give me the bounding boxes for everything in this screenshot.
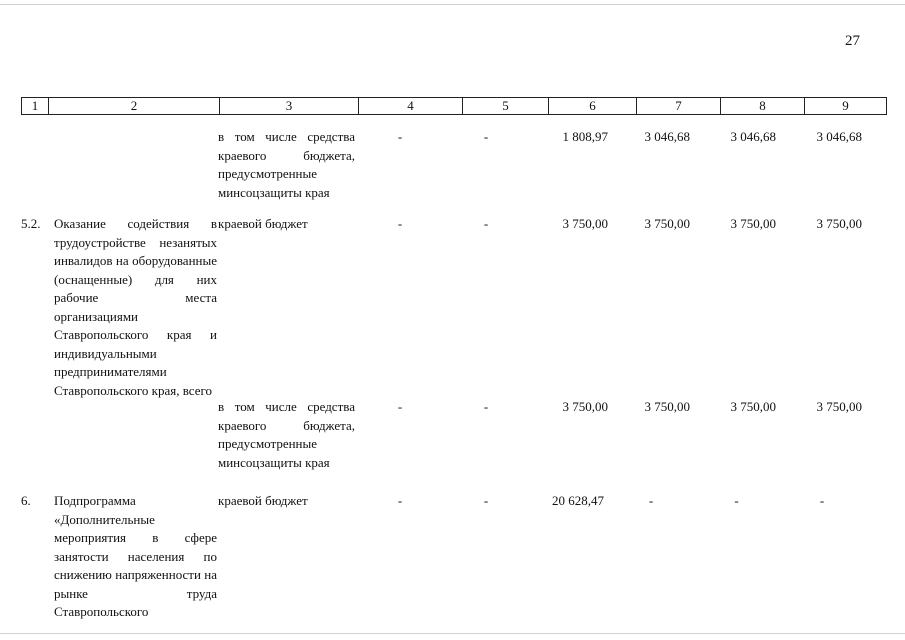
value-col-7: 3 750,00 — [644, 399, 690, 414]
value-col-4: - — [397, 129, 403, 144]
value-col-4: - — [397, 399, 403, 414]
funding-source: краевой бюджет — [218, 216, 308, 231]
page-number: 27 — [845, 33, 860, 49]
value-col-7: 3 046,68 — [644, 129, 690, 144]
value-col-7: 3 750,00 — [644, 216, 690, 231]
table-header-row — [21, 97, 887, 115]
value-col-8: 3 750,00 — [730, 216, 776, 231]
value-col-9: 3 750,00 — [816, 216, 862, 231]
value-col-4: - — [397, 493, 403, 508]
header-col-1: 1 — [22, 98, 49, 114]
row-name: Подпрограмма «Дополнительные мероприятия в сфере занятости населения по снижению напряженности на рынке труда Ставропольского — [54, 493, 217, 619]
header-col-8: 8 — [721, 98, 805, 114]
row-name: Оказание содействия в трудоустройстве незанятых инвалидов на оборудованные (оснащенные) для них рабочие места организациями Ставропольского края и индивидуальными предпринимателями Ставропольского края, всего — [54, 216, 217, 398]
value-col-6: 1 808,97 — [562, 129, 608, 144]
row-number: 6. — [21, 493, 31, 508]
header-col-7: 7 — [637, 98, 721, 114]
funding-source: краевой бюджет — [218, 493, 308, 508]
value-col-6: 3 750,00 — [562, 216, 608, 231]
value-col-6: 3 750,00 — [562, 399, 608, 414]
value-col-8: 3 046,68 — [730, 129, 776, 144]
scan-edge-bottom — [0, 633, 905, 634]
value-col-8: 3 750,00 — [730, 399, 776, 414]
value-col-9: 3 750,00 — [816, 399, 862, 414]
value-col-5: - — [483, 399, 489, 414]
value-col-5: - — [483, 129, 489, 144]
funding-source: в том числе средства краевого бюджета, предусмотренные минсоцзащиты края — [218, 129, 355, 200]
header-col-6: 6 — [549, 98, 637, 114]
row-number: 5.2. — [21, 216, 41, 231]
funding-source: в том числе средства краевого бюджета, предусмотренные минсоцзащиты края — [218, 399, 355, 470]
value-col-5: - — [483, 216, 489, 231]
scan-edge-top — [0, 4, 905, 5]
header-col-2: 2 — [49, 98, 220, 114]
value-col-9: 3 046,68 — [816, 129, 862, 144]
value-col-6: 20 628,47 — [552, 493, 604, 508]
value-col-7: - — [648, 493, 654, 508]
header-col-4: 4 — [359, 98, 463, 114]
value-col-9: - — [819, 493, 825, 508]
value-col-5: - — [483, 493, 489, 508]
value-col-8: - — [734, 493, 739, 508]
header-col-5: 5 — [463, 98, 549, 114]
header-col-3: 3 — [220, 98, 359, 114]
header-col-9: 9 — [842, 98, 849, 113]
value-col-4: - — [397, 216, 403, 231]
